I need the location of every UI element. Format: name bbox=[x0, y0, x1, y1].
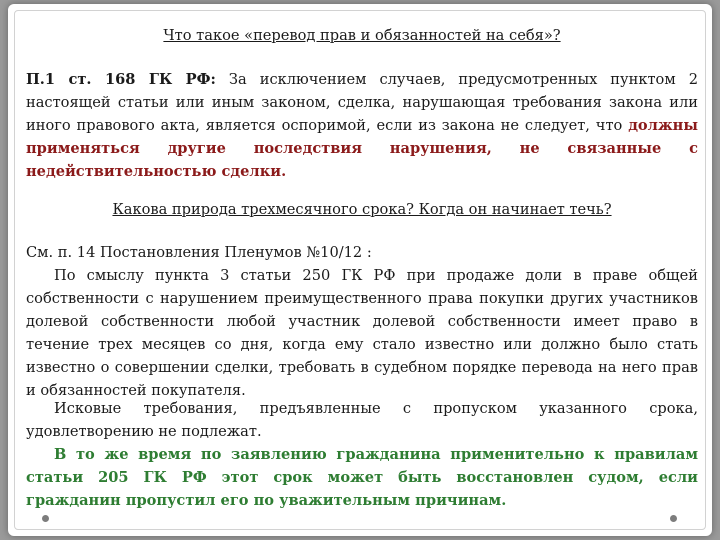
paragraph-claims-rejected: Исковые требования, предъявленные с пропуском указанного срока, удовлетворению не подлежат. bbox=[26, 400, 698, 440]
paragraph-plenum-14: По смыслу пункта 3 статьи 250 ГК РФ при продаже доли в праве общей собственности с нарушением преимущественного права покупки других участников долевой собственности любой участник долевой собственности имеет право в течение трех месяцев со дня, когда ему стало известно или должно было стать известно о совершении сделки, требовать в судебном порядке перевода на него прав и обязанностей покупателя. bbox=[26, 267, 698, 399]
heading-transfer-rights: Что такое «перевод прав и обязанностей на себя»? bbox=[163, 27, 561, 44]
plenum-reference: См. п. 14 Постановления Пленумов №10/12 : bbox=[26, 244, 372, 261]
slide-corner-dot-right bbox=[670, 515, 677, 522]
paragraph-article-168 bbox=[26, 68, 698, 183]
heading-three-month-term: Какова природа трехмесячного срока? Когда он начинает течь? bbox=[112, 201, 612, 218]
paragraph-term-restoration: В то же время по заявлению гражданина применительно к правилам статьи 205 ГК РФ этот срок может быть восстановлен судом, если гражданин пропустил его по уважительным причинам. bbox=[26, 446, 698, 509]
article-highlight: должны применяться другие последствия нарушения, не связанные с недействительностью сделки. bbox=[26, 117, 698, 180]
article-text: За исключением случаев, предусмотренных пунктом 2 настоящей статьи или иным законом, сделка, нарушающая требования закона или иного правового акта, является оспоримой, если из закона не следует, что bbox=[26, 71, 698, 134]
slide-corner-dot-left bbox=[42, 515, 49, 522]
slide bbox=[8, 4, 712, 536]
article-reference: П.1 ст. 168 ГК РФ: bbox=[26, 71, 216, 88]
